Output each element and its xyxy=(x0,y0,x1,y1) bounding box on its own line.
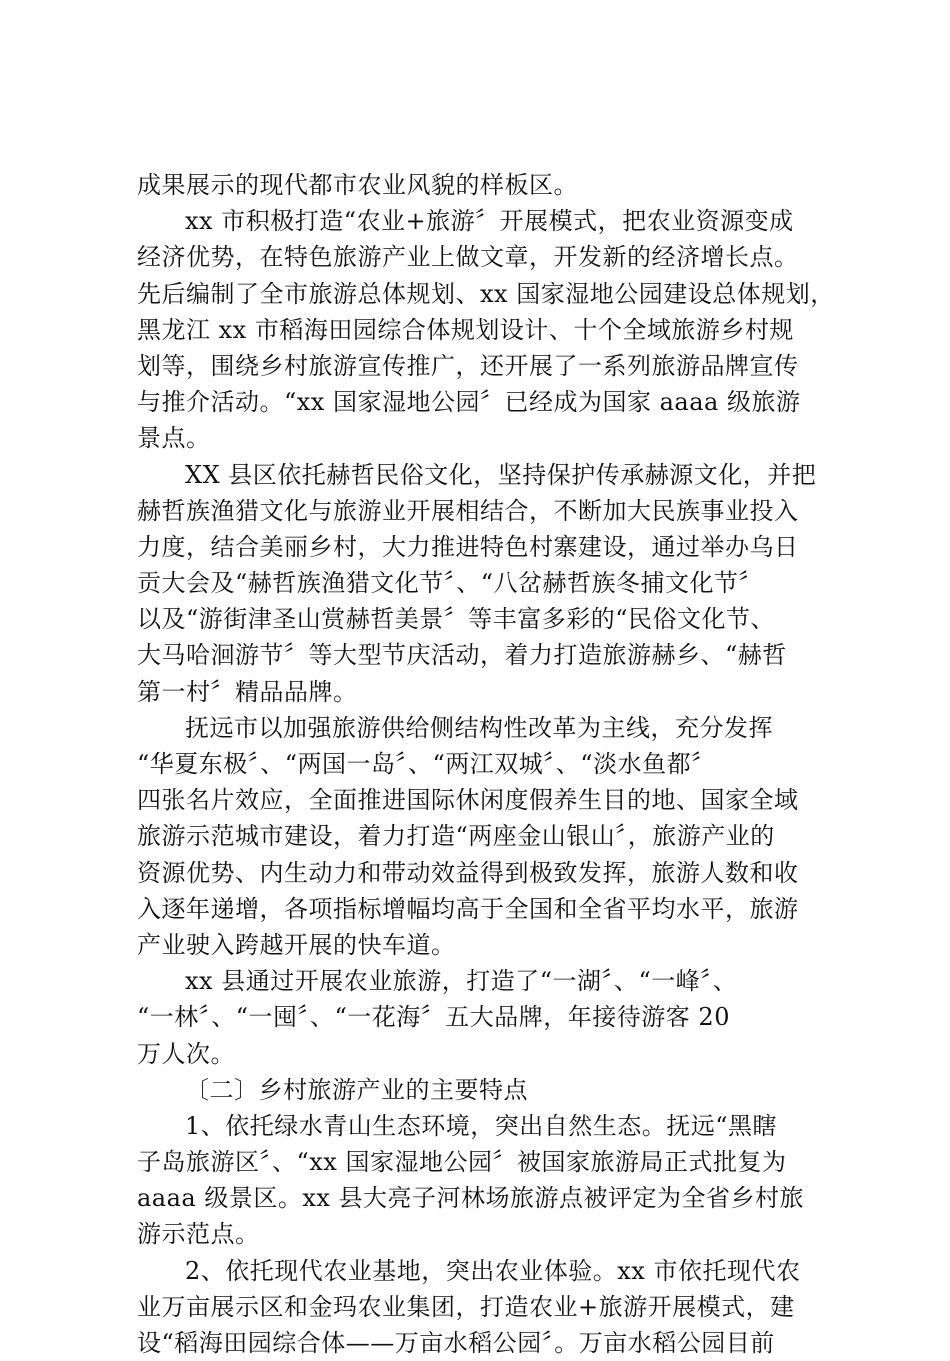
text-line: 2、依托现代农业基地，突出农业体验。xx 市依托现代农 xyxy=(185,1256,801,1285)
text-line: 设“稻海田园综合体——万亩水稻公园〞。万亩水稻公园目前 xyxy=(137,1329,775,1357)
text-line: 黑龙江 xx 市稻海田园综合体规划设计、十个全域旅游乡村规 xyxy=(137,315,794,344)
text-line: “一林〞、“一囤〞、“一花海〞五大品牌，年接待游客 20 xyxy=(137,1003,730,1032)
text-line: 以及“游街津圣山赏赫哲美景〞等丰富多彩的“民俗文化节、 xyxy=(137,605,776,634)
text-line: “华夏东极〞、“两国一岛〞、“两江双城〞、“淡水鱼都〞 xyxy=(137,750,716,778)
text-line: 产业驶入跨越开展的快车道。 xyxy=(137,930,456,959)
text-line: 第一村〞精品品牌。 xyxy=(137,677,358,706)
text-line: 〔二〕乡村旅游产业的主要特点 xyxy=(185,1075,528,1104)
text-line: 贡大会及“赫哲族渔猎文化节〞、“八岔赫哲族冬捕文化节〞 xyxy=(137,569,764,598)
text-line: 景点。 xyxy=(137,424,211,453)
text-line: 1、依托绿水青山生态环境，突出自然生态。抚远“黑瞎 xyxy=(185,1111,778,1140)
text-line: 旅游示范城市建设，着力打造“两座金山银山〞，旅游产业的 xyxy=(137,822,775,851)
text-line: 大马哈洄游节〞等大型节庆活动，着力打造旅游赫乡、“赫哲 xyxy=(137,641,787,670)
text-line: 赫哲族渔猎文化与旅游业开展相结合，不断加大民族事业投入 xyxy=(137,496,799,525)
text-line: aaaa 级景区。xx 县大亮子河林场旅游点被评定为全省乡村旅 xyxy=(137,1184,805,1213)
text-line: 入逐年递增，各项指标增幅均高于全国和全省平均水平，旅游 xyxy=(137,894,799,923)
text-line: 划等，围绕乡村旅游宣传推广，还开展了一系列旅游品牌宣传 xyxy=(137,351,799,380)
text-line: XX 县区依托赫哲民俗文化，坚持保护传承赫源文化，并把 xyxy=(185,460,817,489)
text-line: xx 县通过开展农业旅游，打造了“一湖〞、“一峰〞、 xyxy=(185,967,738,996)
text-line: xx 市积极打造“农业+旅游〞开展模式，把农业资源变成 xyxy=(185,207,794,236)
text-line: 子岛旅游区〞、“xx 国家湿地公园〞被国家旅游局正式批复为 xyxy=(137,1148,787,1177)
text-line: 抚远市以加强旅游供给侧结构性改革为主线，充分发挥 xyxy=(185,713,773,742)
text-line: 与推介活动。“xx 国家湿地公园〞已经成为国家 aaaa 级旅游 xyxy=(137,388,801,417)
text-line: 业万亩展示区和金玛农业集团，打造农业+旅游开展模式，建 xyxy=(137,1292,795,1321)
document-body xyxy=(137,167,835,1361)
text-line: 先后编制了全市旅游总体规划、xx 国家湿地公园建设总体规划， xyxy=(137,279,835,308)
text-line: 成果展示的现代都市农业风貌的样板区。 xyxy=(137,171,578,199)
text-line: 四张名片效应，全面推进国际休闲度假养生目的地、国家全域 xyxy=(137,786,799,815)
text-line: 经济优势，在特色旅游产业上做文章，开发新的经济增长点。 xyxy=(137,243,799,272)
text-line: 资源优势、内生动力和带动效益得到极致发挥，旅游人数和收 xyxy=(137,858,799,887)
text-line: 万人次。 xyxy=(137,1039,235,1068)
text-line: 力度，结合美丽乡村，大力推进特色村寨建设，通过举办乌日 xyxy=(137,532,799,561)
text-line: 游示范点。 xyxy=(137,1220,260,1249)
